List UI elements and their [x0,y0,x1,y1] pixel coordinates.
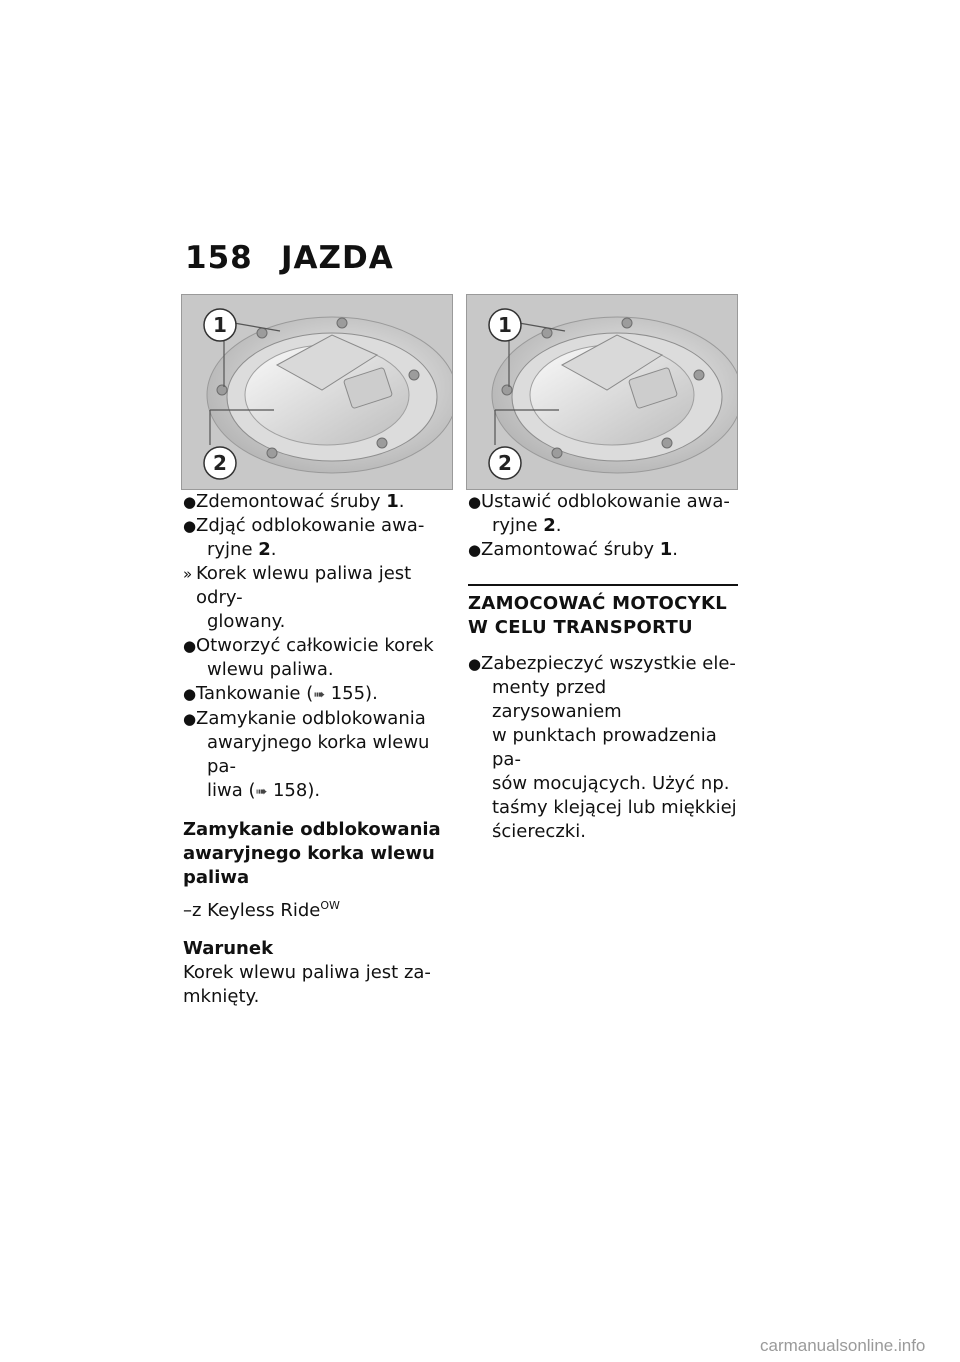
fuel-cap-illustration [467,295,737,489]
fuel-cap-figure-right [466,294,738,490]
fuel-cap-illustration [182,295,452,489]
bullet-icon: ● [183,637,197,655]
page-number: 158 [185,240,253,276]
callout-2: 2 [213,451,227,475]
bullet-icon: ● [183,517,197,535]
list-item: ● Zamykanie odblokowania awaryjnego korka wlewu pa- liwa (➠ 158). [183,708,430,801]
fuel-cap-figure-left [181,294,453,490]
left-column [183,490,445,1009]
bullet-icon: ● [183,493,197,511]
watermark: carmanualsonline.info [760,1336,926,1355]
chapter-title: JAZDA [281,240,394,276]
bullet-icon: ● [183,710,197,728]
right-column [468,490,738,844]
page-reference-arrow-icon[interactable]: ➠ [255,784,268,800]
bullet-icon: ● [468,655,482,673]
list-item: ● Ustawić odblokowanie awa- ryjne 2. [468,491,730,536]
page-reference[interactable]: 158). [267,780,321,801]
callout-1: 1 [498,313,512,337]
section-heading: ZAMOCOWAĆ MOTOCYKL W CELU TRANSPORTU [468,584,738,640]
ref-number: 2 [258,539,271,560]
ref-number: 1 [386,491,399,512]
ref-number: 1 [659,539,673,560]
list-item: » Korek wlewu paliwa jest odry- glowany. [183,563,412,632]
result-marker-icon: » [183,565,193,583]
list-item: ● Otworzyć całkowicie korek wlewu paliwa. [183,635,434,680]
condition-label: Warunek [183,938,274,959]
list-item: ● Zamontować śruby 1. [468,539,679,560]
list-item: ● Zabezpieczyć wszystkie ele- menty przed zarysowaniem w punktach prowadzenia pa- sów mocujących. Użyć np. taśmy klejącej lub miękkiej ściereczki. [468,653,737,842]
subsection-heading: Zamykanie odblokowania awaryjnego korka wlewu paliwa [183,819,441,888]
ref-number: 2 [543,515,556,536]
callout-2: 2 [498,451,512,475]
list-item: ● Zdemontować śruby 1. [183,491,405,512]
page-header [185,240,394,276]
list-item: ● Tankowanie (➠ 155). [183,683,378,704]
bullet-icon: ● [468,493,482,511]
condition-text: Korek wlewu paliwa jest za- mknięty. [183,962,431,1007]
list-item: ● Zdjąć odblokowanie awa- ryjne 2. [183,515,425,560]
bullet-icon: ● [183,685,197,703]
variant-superscript: OW [320,899,340,912]
callout-1: 1 [213,313,227,337]
page-reference-arrow-icon[interactable]: ➠ [313,687,325,703]
page-reference[interactable]: 155). [324,683,378,704]
bullet-icon: ● [468,541,482,559]
equipment-variant: –z Keyless Ride$^{OW}$ [183,899,340,921]
